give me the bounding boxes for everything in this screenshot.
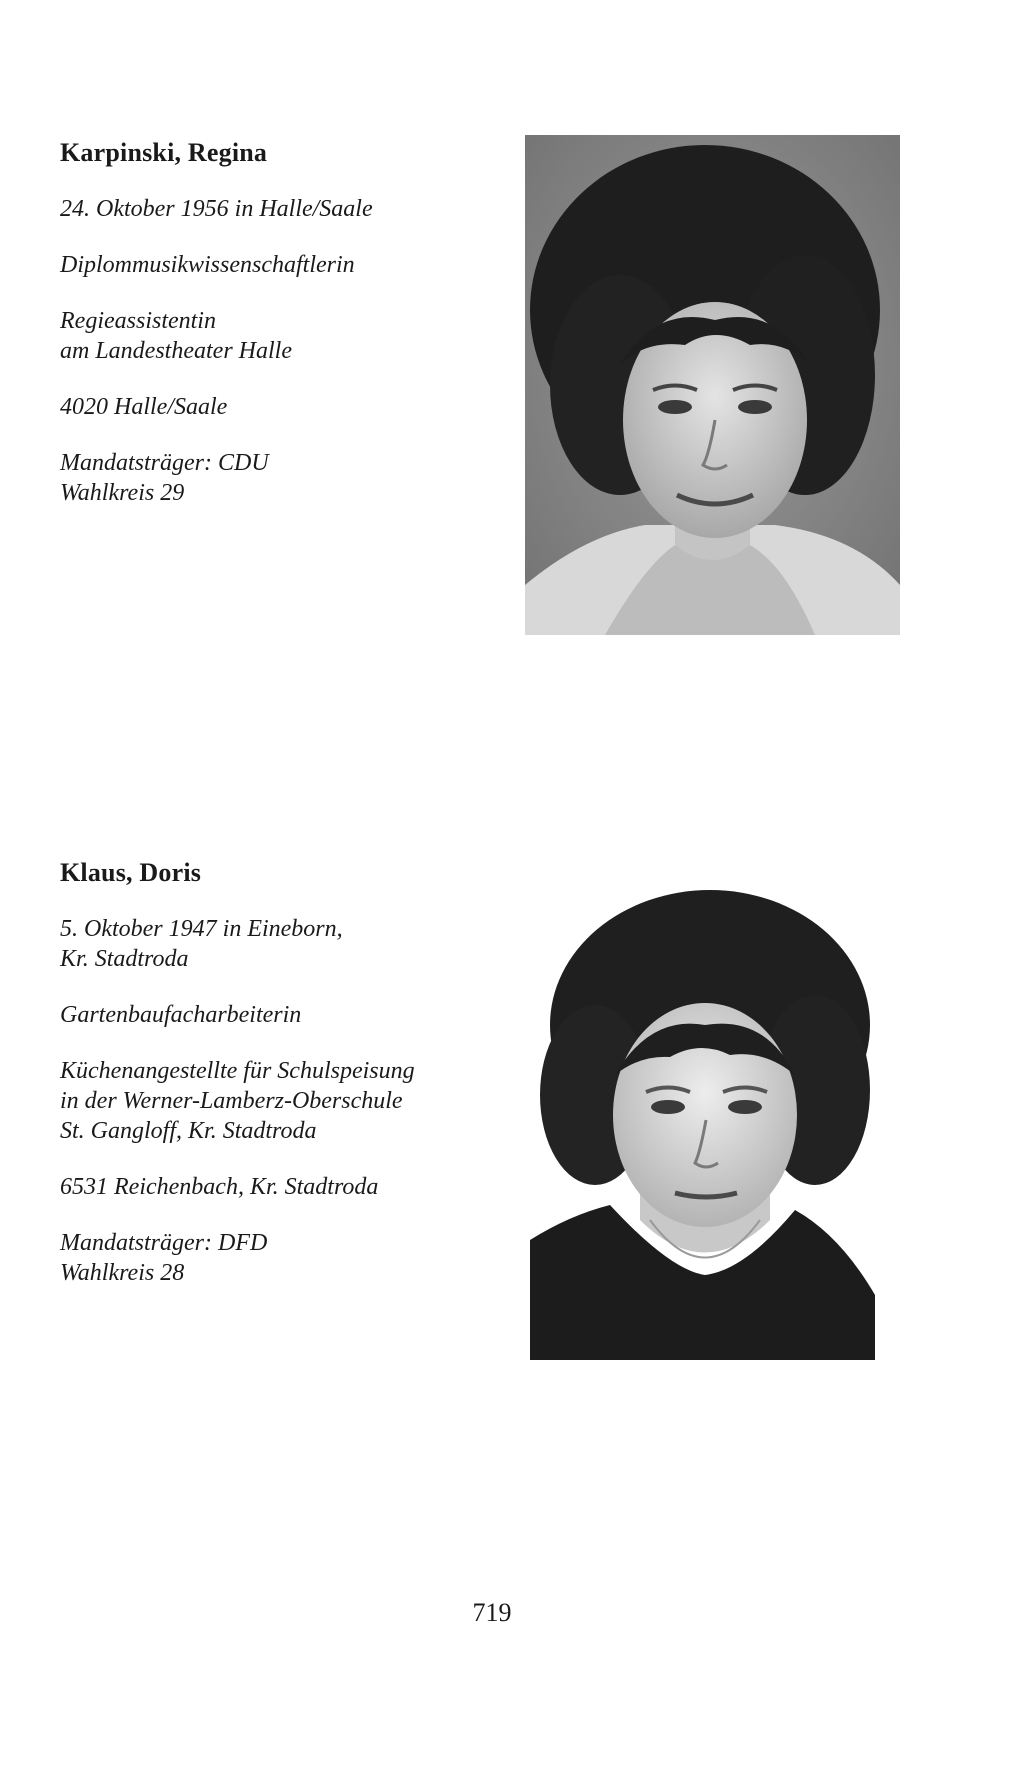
position-line: Regieassistentin bbox=[60, 308, 216, 334]
profession: Gartenbaufacharbeiterin bbox=[60, 1002, 302, 1028]
page-number: 719 bbox=[472, 1598, 512, 1627]
profession: Diplommusikwissenschaftlerin bbox=[60, 252, 355, 278]
person-name: Klaus, Doris bbox=[60, 858, 202, 887]
address: 6531 Reichenbach, Kr. Stadtroda bbox=[60, 1174, 379, 1200]
entry-text bbox=[60, 858, 500, 1314]
position-line: St. Gangloff, Kr. Stadtroda bbox=[60, 1118, 317, 1144]
entry-text bbox=[60, 138, 500, 534]
position-line: am Landestheater Halle bbox=[60, 338, 292, 364]
portrait-photo bbox=[525, 135, 900, 635]
portrait-photo bbox=[530, 875, 875, 1360]
birth-info: Kr. Stadtroda bbox=[60, 946, 189, 972]
address: 4020 Halle/Saale bbox=[60, 394, 228, 420]
mandate-line: Wahlkreis 28 bbox=[60, 1260, 185, 1286]
person-name: Karpinski, Regina bbox=[60, 138, 268, 167]
mandate-line: Mandatsträger: CDU bbox=[60, 450, 269, 476]
position-line: Küchenangestellte für Schulspeisung bbox=[60, 1058, 415, 1084]
portrait-image bbox=[530, 875, 875, 1360]
mandate-line: Mandatsträger: DFD bbox=[60, 1230, 268, 1256]
birth-info: 24. Oktober 1956 in Halle/Saale bbox=[60, 196, 373, 222]
portrait-image bbox=[525, 135, 900, 635]
position-line: in der Werner-Lamberz-Oberschule bbox=[60, 1088, 403, 1114]
mandate-line: Wahlkreis 29 bbox=[60, 480, 185, 506]
birth-info: 5. Oktober 1947 in Eineborn, bbox=[60, 916, 343, 942]
